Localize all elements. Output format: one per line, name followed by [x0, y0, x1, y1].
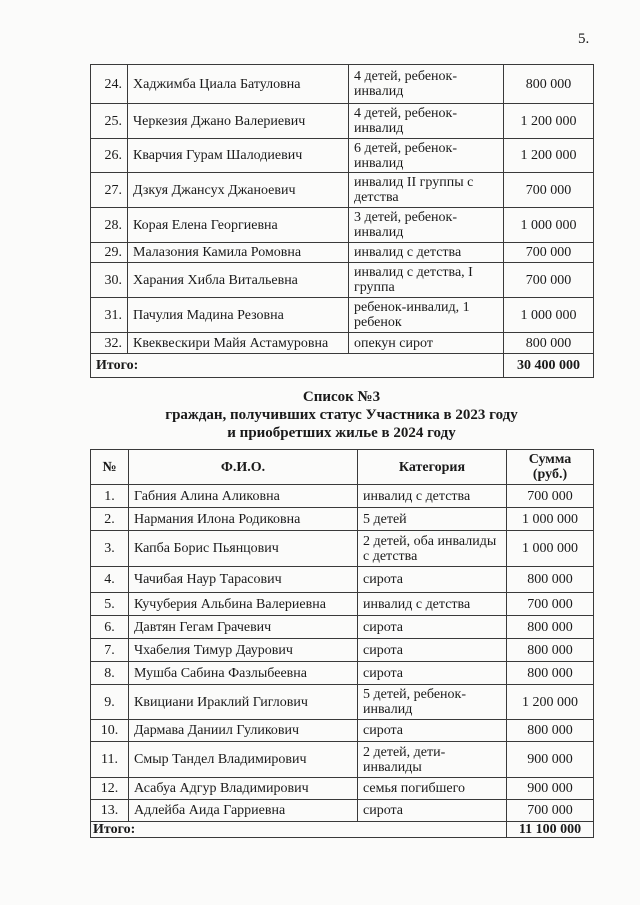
- header-row: [91, 450, 594, 485]
- row-fio: Кварчия Гурам Шалодиевич: [128, 139, 349, 173]
- row-fio: Адлейба Аида Гарриевна: [129, 800, 358, 822]
- table-row: [91, 531, 594, 567]
- row-number: 4.: [91, 567, 129, 593]
- row-category: 3 детей, ребенок-инвалид: [349, 208, 504, 243]
- row-category: инвалид с детства: [349, 243, 504, 263]
- row-sum: 700 000: [504, 243, 594, 263]
- row-sum: 700 000: [507, 800, 594, 822]
- table-row: [91, 485, 594, 508]
- row-sum: 1 000 000: [504, 298, 594, 333]
- row-category: сирота: [358, 662, 507, 685]
- total-sum: 30 400 000: [504, 354, 594, 378]
- row-number: 10.: [91, 720, 129, 742]
- participants-table-continued: [90, 64, 594, 378]
- table-row: [91, 616, 594, 639]
- page-number: 5.: [578, 31, 590, 47]
- table-row: [91, 139, 594, 173]
- row-number: 12.: [91, 778, 129, 800]
- row-sum: 1 200 000: [507, 685, 594, 720]
- row-category: 2 детей, оба инвалиды с детства: [358, 531, 507, 567]
- header-category: Категория: [358, 450, 507, 485]
- table-row: [91, 263, 594, 298]
- row-sum: 700 000: [507, 593, 594, 616]
- row-number: 11.: [91, 742, 129, 778]
- row-category: сирота: [358, 616, 507, 639]
- total-label: Итого:: [91, 822, 507, 838]
- row-fio: Капба Борис Пьянцович: [129, 531, 358, 567]
- row-fio: Хаджимба Циала Батуловна: [128, 65, 349, 104]
- row-category: опекун сирот: [349, 333, 504, 354]
- participants-table-list-3: [90, 449, 594, 838]
- row-fio: Чхабелия Тимур Даурович: [129, 639, 358, 662]
- row-sum: 1 000 000: [507, 508, 594, 531]
- row-category: 6 детей, ребенок-инвалид: [349, 139, 504, 173]
- row-fio: Асабуа Адгур Владимирович: [129, 778, 358, 800]
- row-fio: Квеквескири Майя Астамуровна: [128, 333, 349, 354]
- row-number: 32.: [91, 333, 128, 354]
- row-category: семья погибшего: [358, 778, 507, 800]
- list-3-subtitle-line-2: и приобретших жилье в 2024 году: [227, 425, 456, 441]
- row-sum: 1 000 000: [504, 208, 594, 243]
- row-number: 31.: [91, 298, 128, 333]
- row-category: инвалид II группы с детства: [349, 173, 504, 208]
- row-sum: 800 000: [504, 333, 594, 354]
- row-number: 24.: [91, 65, 128, 104]
- table-row: [91, 720, 594, 742]
- row-fio: Корая Елена Георгиевна: [128, 208, 349, 243]
- row-sum: 800 000: [507, 639, 594, 662]
- row-sum: 1 200 000: [504, 104, 594, 139]
- table-body: [91, 65, 594, 378]
- row-fio: Чачибая Наур Тарасович: [129, 567, 358, 593]
- total-row: [91, 354, 594, 378]
- row-number: 1.: [91, 485, 129, 508]
- table-row: [91, 639, 594, 662]
- header-fio: Ф.И.О.: [129, 450, 358, 485]
- row-category: сирота: [358, 800, 507, 822]
- row-fio: Смыр Тандел Владимирович: [129, 742, 358, 778]
- row-sum: 900 000: [507, 778, 594, 800]
- row-category: инвалид с детства, I группа: [349, 263, 504, 298]
- row-category: 2 детей, дети-инвалиды: [358, 742, 507, 778]
- total-sum: 11 100 000: [507, 822, 594, 838]
- table-row: [91, 333, 594, 354]
- table-row: [91, 593, 594, 616]
- row-fio: Нармания Илона Родиковна: [129, 508, 358, 531]
- row-fio: Квициани Ираклий Гиглович: [129, 685, 358, 720]
- row-number: 29.: [91, 243, 128, 263]
- row-sum: 800 000: [507, 662, 594, 685]
- table-row: [91, 173, 594, 208]
- table-body: [91, 485, 594, 838]
- row-fio: Кучуберия Альбина Валериевна: [129, 593, 358, 616]
- table-row: [91, 567, 594, 593]
- table-row: [91, 65, 594, 104]
- table-row: [91, 742, 594, 778]
- row-category: инвалид с детства: [358, 485, 507, 508]
- row-sum: 700 000: [507, 485, 594, 508]
- row-sum: 800 000: [504, 65, 594, 104]
- row-fio: Давтян Гегам Грачевич: [129, 616, 358, 639]
- row-category: сирота: [358, 567, 507, 593]
- row-category: 4 детей, ребенок-инвалид: [349, 65, 504, 104]
- table-header: [91, 450, 594, 485]
- row-sum: 700 000: [504, 173, 594, 208]
- row-fio: Дармава Даниил Гуликович: [129, 720, 358, 742]
- row-sum: 800 000: [507, 720, 594, 742]
- table-row: [91, 662, 594, 685]
- row-fio: Пачулия Мадина Резовна: [128, 298, 349, 333]
- row-number: 3.: [91, 531, 129, 567]
- row-sum: 1 000 000: [507, 531, 594, 567]
- table-row: [91, 778, 594, 800]
- row-number: 27.: [91, 173, 128, 208]
- row-fio: Дзкуя Джансух Джаноевич: [128, 173, 349, 208]
- row-number: 5.: [91, 593, 129, 616]
- row-number: 26.: [91, 139, 128, 173]
- row-number: 6.: [91, 616, 129, 639]
- row-fio: Черкезия Джано Валериевич: [128, 104, 349, 139]
- row-category: инвалид с детства: [358, 593, 507, 616]
- header-sum: Сумма (руб.): [507, 450, 594, 485]
- table-row: [91, 298, 594, 333]
- row-sum: 900 000: [507, 742, 594, 778]
- row-category: сирота: [358, 639, 507, 662]
- list-3-subtitle-line-1: граждан, получивших статус Участника в 2023 году: [165, 407, 518, 423]
- row-number: 30.: [91, 263, 128, 298]
- row-sum: 800 000: [507, 567, 594, 593]
- table-row: [91, 685, 594, 720]
- row-sum: 1 200 000: [504, 139, 594, 173]
- total-label: Итого:: [91, 354, 504, 378]
- header-num: №: [91, 450, 129, 485]
- row-number: 25.: [91, 104, 128, 139]
- table-row: [91, 508, 594, 531]
- row-category: сирота: [358, 720, 507, 742]
- row-fio: Габния Алина Аликовна: [129, 485, 358, 508]
- row-category: 5 детей: [358, 508, 507, 531]
- row-number: 7.: [91, 639, 129, 662]
- row-sum: 800 000: [507, 616, 594, 639]
- table-row: [91, 800, 594, 822]
- row-fio: Мушба Сабина Фазлыбеевна: [129, 662, 358, 685]
- table-row: [91, 104, 594, 139]
- list-3-title: Список №3: [302, 389, 381, 405]
- total-row: [91, 822, 594, 838]
- row-number: 28.: [91, 208, 128, 243]
- row-category: ребенок-инвалид, 1 ребенок: [349, 298, 504, 333]
- row-number: 13.: [91, 800, 129, 822]
- row-category: 5 детей, ребенок-инвалид: [358, 685, 507, 720]
- row-sum: 700 000: [504, 263, 594, 298]
- row-fio: Малазония Камила Ромовна: [128, 243, 349, 263]
- row-number: 9.: [91, 685, 129, 720]
- row-fio: Харания Хибла Витальевна: [128, 263, 349, 298]
- row-number: 8.: [91, 662, 129, 685]
- row-category: 4 детей, ребенок-инвалид: [349, 104, 504, 139]
- row-number: 2.: [91, 508, 129, 531]
- table-row: [91, 243, 594, 263]
- list-3-title-block: [90, 388, 593, 442]
- table-row: [91, 208, 594, 243]
